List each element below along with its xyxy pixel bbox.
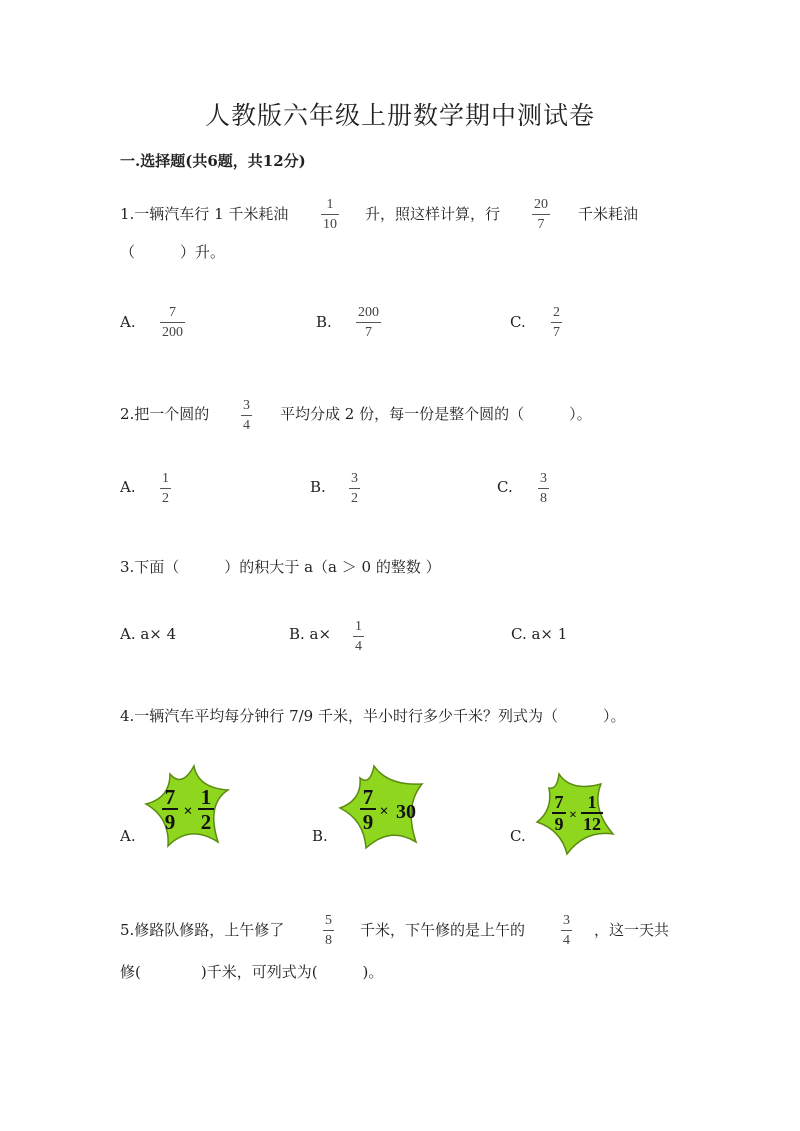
right-denominator: 2 <box>200 810 212 834</box>
fraction-denominator: 7 <box>365 325 372 340</box>
multiply-sign: × <box>379 803 389 820</box>
fraction-numerator: 3 <box>351 471 358 486</box>
right-numerator: 1 <box>587 792 597 812</box>
left-denominator: 9 <box>164 810 176 834</box>
q2-option-b-label[interactable]: B. <box>310 478 326 496</box>
fraction-denominator: 8 <box>325 933 332 948</box>
fraction-denominator: 4 <box>563 933 570 948</box>
left-numerator: 7 <box>164 785 176 809</box>
q5-fraction-1 <box>323 914 334 948</box>
fraction-numerator: 2 <box>553 305 560 320</box>
q5-fraction-2 <box>561 914 572 948</box>
fraction-denominator: 200 <box>162 325 183 340</box>
q5-text-part4: 修( )千米，可列式为( )。 <box>120 963 384 981</box>
fraction-denominator: 2 <box>162 491 169 506</box>
fraction-numerator: 3 <box>243 398 250 413</box>
fraction-denominator: 10 <box>323 217 337 232</box>
q2-option-a-label[interactable]: A. <box>120 478 136 496</box>
q3-option-b-fraction <box>353 620 364 654</box>
q3-option-a[interactable]: A. a× 4 <box>120 625 177 643</box>
q2-option-c-label[interactable]: C. <box>497 478 513 496</box>
fraction-numerator: 3 <box>563 913 570 928</box>
q3-option-b[interactable]: B. a× <box>289 625 332 643</box>
fraction-numerator: 7 <box>169 305 176 320</box>
page-title: 人教版六年级上册数学期中测试卷 <box>204 101 595 130</box>
multiply-sign: × <box>569 808 577 823</box>
left-numerator: 7 <box>362 785 374 809</box>
q4-text: 4.一辆汽车平均每分钟行 7/9 千米，半小时行多少千米？列式为（ ）。 <box>120 707 626 725</box>
fraction-numerator: 3 <box>540 471 547 486</box>
q2-option-b-fraction <box>349 472 360 506</box>
fraction-numerator: 1 <box>326 197 334 212</box>
left-denominator: 9 <box>554 814 564 834</box>
q1-option-a-label[interactable]: A. <box>120 313 136 331</box>
q4-option-c-star[interactable] <box>531 770 621 860</box>
q2-option-a-fraction <box>160 472 171 506</box>
q2-text-part1: 2.把一个圆的 <box>120 405 210 423</box>
q5-text-part2: 千米，下午修的是上午的 <box>360 921 526 939</box>
fraction-numerator: 20 <box>534 197 548 212</box>
q2-fraction-1 <box>241 399 252 433</box>
fraction-numerator: 1 <box>355 619 362 634</box>
fraction-numerator: 1 <box>162 471 169 486</box>
q4-option-b-star[interactable] <box>334 762 434 858</box>
fraction-denominator: 4 <box>243 418 250 433</box>
q1-text-part2: 升，照这样计算，行 <box>365 205 501 223</box>
multiply-sign: × <box>183 803 193 820</box>
q3-text: 3.下面（ ）的积大于 a（a ＞ 0 的整数 ） <box>120 558 441 576</box>
q4-option-a-star[interactable] <box>140 760 236 856</box>
fraction-numerator: 200 <box>358 305 379 320</box>
q5-text-part1: 5.修路队修路，上午修了 <box>120 921 285 939</box>
q4-option-b-label[interactable]: B. <box>312 827 328 845</box>
q1-text-part4: （ ）升。 <box>120 243 226 261</box>
q4-option-c-label[interactable]: C. <box>510 827 526 845</box>
q1-option-c-label[interactable]: C. <box>510 313 526 331</box>
fraction-denominator: 8 <box>540 491 547 506</box>
q4-option-a-label[interactable]: A. <box>120 827 136 845</box>
q1-option-b-fraction <box>356 306 381 340</box>
q1-text-part3: 千米耗油 <box>578 205 639 223</box>
left-numerator: 7 <box>554 792 564 812</box>
q1-option-c-fraction <box>551 306 562 340</box>
fraction-denominator: 7 <box>537 217 545 232</box>
q5-text-part3: ，这一天共 <box>594 921 670 939</box>
q1-text-part1: 1.一辆汽车行 1 千米耗油 <box>120 205 289 223</box>
q2-text-part2: 平均分成 2 份，每一份是整个圆的（ ）。 <box>280 405 592 423</box>
fraction-denominator: 2 <box>351 491 358 506</box>
multiplier-value: 30 <box>396 801 416 823</box>
q3-option-c[interactable]: C. a× 1 <box>511 625 568 643</box>
q1-fraction-2 <box>532 198 550 232</box>
q1-fraction-1 <box>321 198 339 232</box>
fraction-denominator: 7 <box>553 325 560 340</box>
fraction-denominator: 4 <box>355 639 362 654</box>
fraction-numerator: 5 <box>325 913 332 928</box>
left-denominator: 9 <box>362 810 374 834</box>
right-numerator: 1 <box>200 785 212 809</box>
q2-option-c-fraction <box>538 472 549 506</box>
right-denominator: 12 <box>583 814 601 834</box>
q1-option-b-label[interactable]: B. <box>316 313 332 331</box>
section-heading: 一.选择题(共6题，共12分) <box>120 152 306 170</box>
q1-option-a-fraction <box>160 306 185 340</box>
